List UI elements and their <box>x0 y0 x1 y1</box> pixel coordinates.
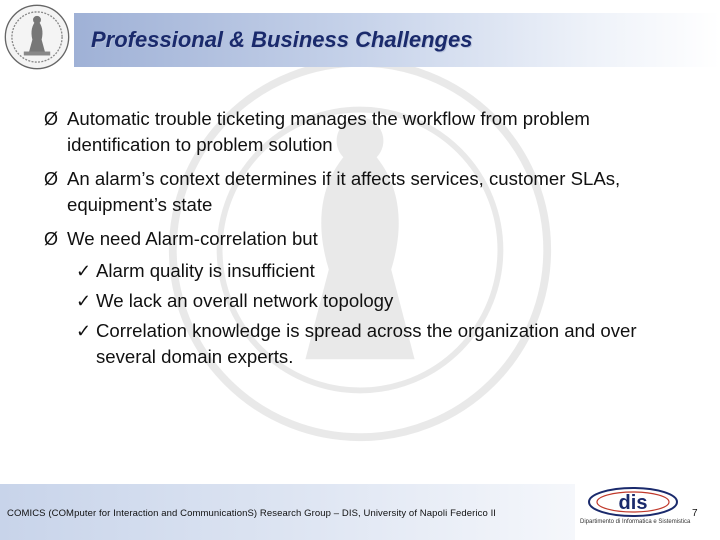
sub-bullet-item <box>44 288 684 314</box>
bullet-text: Automatic trouble ticketing manages the workflow from problem identification to problem solution <box>67 108 590 155</box>
bullet-item <box>44 106 684 158</box>
university-seal-logo <box>4 4 70 70</box>
sub-bullet-text: We lack an overall network topology <box>96 290 394 311</box>
sub-bullet-text: Alarm quality is insufficient <box>96 260 315 281</box>
sub-bullet-text: Correlation knowledge is spread across the organization and over several domain experts. <box>96 320 637 367</box>
bullet-item <box>44 226 684 252</box>
sub-bullet-item <box>44 258 684 284</box>
sub-bullet-item <box>44 318 684 370</box>
bullet-text: We need Alarm-correlation but <box>67 228 318 249</box>
arrow-bullet-icon: Ø <box>44 169 59 189</box>
bullet-item <box>44 166 684 218</box>
arrow-bullet-icon: Ø <box>44 229 59 249</box>
slide-title: Professional & Business Challenges <box>91 27 473 52</box>
department-name: Dipartimento di Informatica e Sistemistica <box>580 519 691 525</box>
slide-content <box>44 106 684 374</box>
bullet-text: An alarm’s context determines if it affects services, customer SLAs, equipment’s state <box>67 168 621 215</box>
arrow-bullet-icon: Ø <box>44 109 59 129</box>
page-number: 7 <box>692 508 698 519</box>
checkmark-icon: ✓ <box>76 261 92 281</box>
checkmark-icon: ✓ <box>76 321 92 341</box>
footer-credit: COMICS (COMputer for Interaction and CommunicationS) Research Group – DIS, University of Napoli Federico II <box>7 508 497 519</box>
checkmark-icon: ✓ <box>76 291 92 311</box>
dis-logo-text: dis <box>618 492 648 514</box>
